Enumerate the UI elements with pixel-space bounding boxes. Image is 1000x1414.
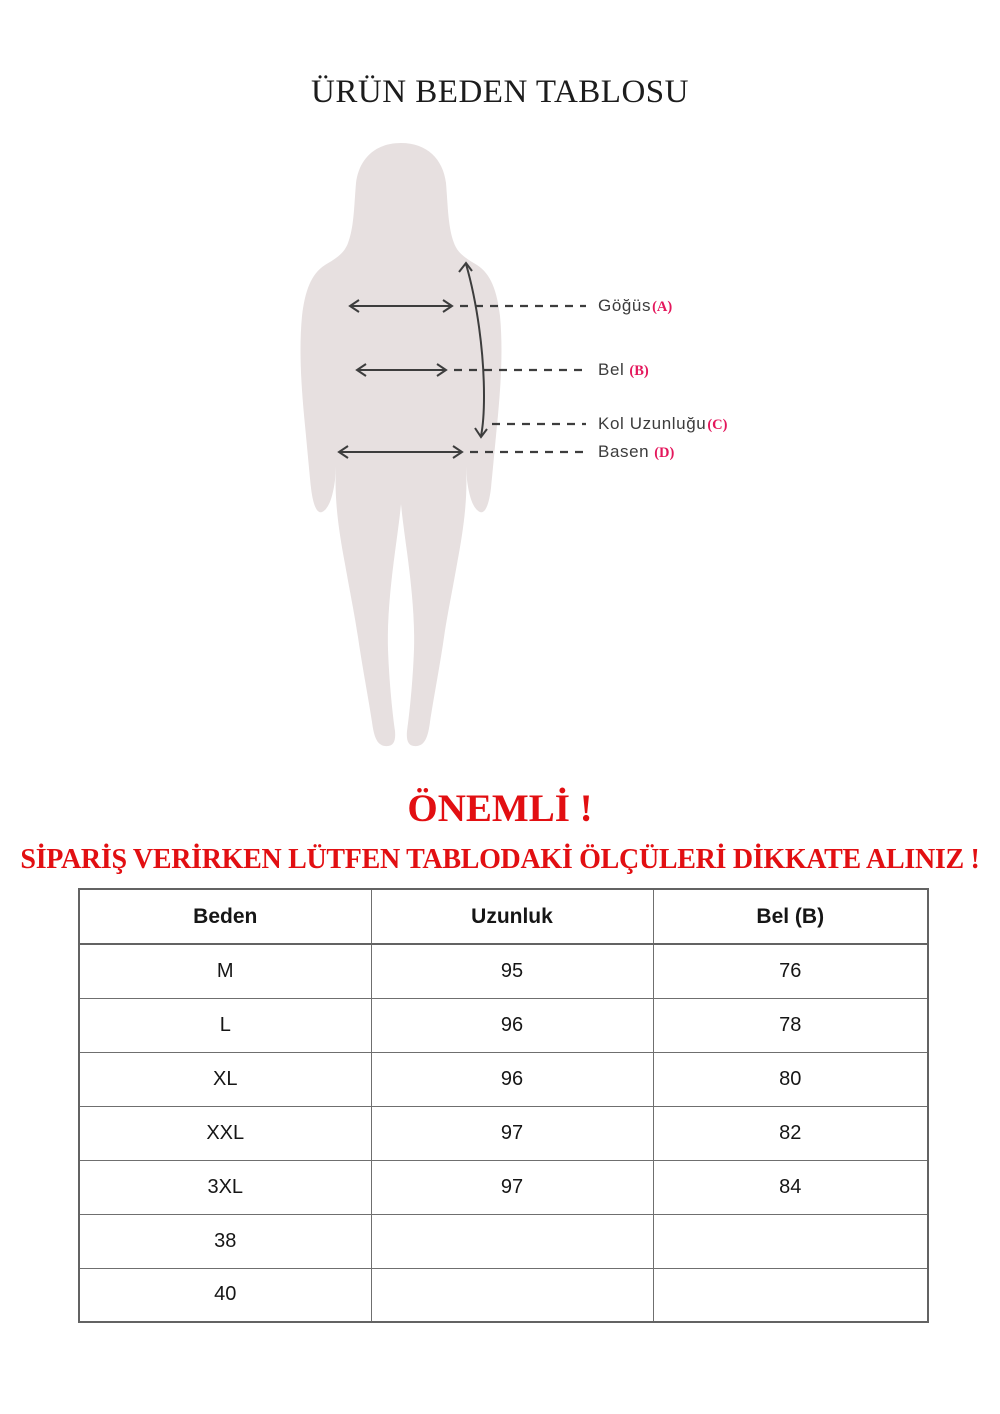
column-header-uzunluk: Uzunluk — [371, 889, 653, 944]
cell-waist: 84 — [653, 1160, 928, 1214]
label-chest — [598, 296, 672, 316]
table-row-xxl — [79, 1106, 928, 1160]
column-header-beden: Beden — [79, 889, 371, 944]
label-waist-letter: (B) — [629, 363, 649, 379]
cell-size: M — [79, 944, 371, 998]
female-body-silhouette-icon — [301, 143, 502, 746]
label-hip-text: Basen — [598, 442, 650, 461]
cell-length — [371, 1268, 653, 1322]
table-row-xl — [79, 1052, 928, 1106]
cell-waist: 82 — [653, 1106, 928, 1160]
warning-message: SİPARİŞ VERİRKEN LÜTFEN TABLODAKİ ÖLÇÜLERİ DİKKATE ALINIZ ! — [20, 844, 980, 875]
table-header-row — [79, 889, 928, 944]
cell-size: 38 — [79, 1214, 371, 1268]
table-row-l — [79, 998, 928, 1052]
size-table — [78, 888, 929, 1323]
cell-length: 97 — [371, 1160, 653, 1214]
label-chest-text: Göğüs — [598, 296, 652, 315]
cell-length: 96 — [371, 998, 653, 1052]
cell-length: 96 — [371, 1052, 653, 1106]
label-hip-letter: (D) — [654, 445, 675, 461]
cell-length — [371, 1214, 653, 1268]
cell-size: XXL — [79, 1106, 371, 1160]
label-arm-length-text: Kol Uzunluğu — [598, 414, 707, 433]
cell-size: 3XL — [79, 1160, 371, 1214]
label-arm-length-letter: (C) — [707, 417, 728, 433]
important-heading: ÖNEMLİ ! — [407, 787, 593, 830]
label-hip — [598, 442, 674, 462]
table-row-38 — [79, 1214, 928, 1268]
table-row-40 — [79, 1268, 928, 1322]
label-chest-letter: (A) — [652, 299, 673, 315]
cell-length: 97 — [371, 1106, 653, 1160]
cell-size: L — [79, 998, 371, 1052]
cell-waist — [653, 1268, 928, 1322]
page-title: ÜRÜN BEDEN TABLOSU — [311, 74, 689, 110]
label-waist — [598, 360, 649, 380]
table-row-3xl — [79, 1160, 928, 1214]
table-row-m — [79, 944, 928, 998]
label-waist-text: Bel — [598, 360, 625, 379]
cell-size: 40 — [79, 1268, 371, 1322]
cell-waist: 80 — [653, 1052, 928, 1106]
label-arm-length — [598, 414, 727, 434]
cell-waist: 78 — [653, 998, 928, 1052]
cell-size: XL — [79, 1052, 371, 1106]
cell-waist: 76 — [653, 944, 928, 998]
column-header-bel: Bel (B) — [653, 889, 928, 944]
cell-length: 95 — [371, 944, 653, 998]
cell-waist — [653, 1214, 928, 1268]
